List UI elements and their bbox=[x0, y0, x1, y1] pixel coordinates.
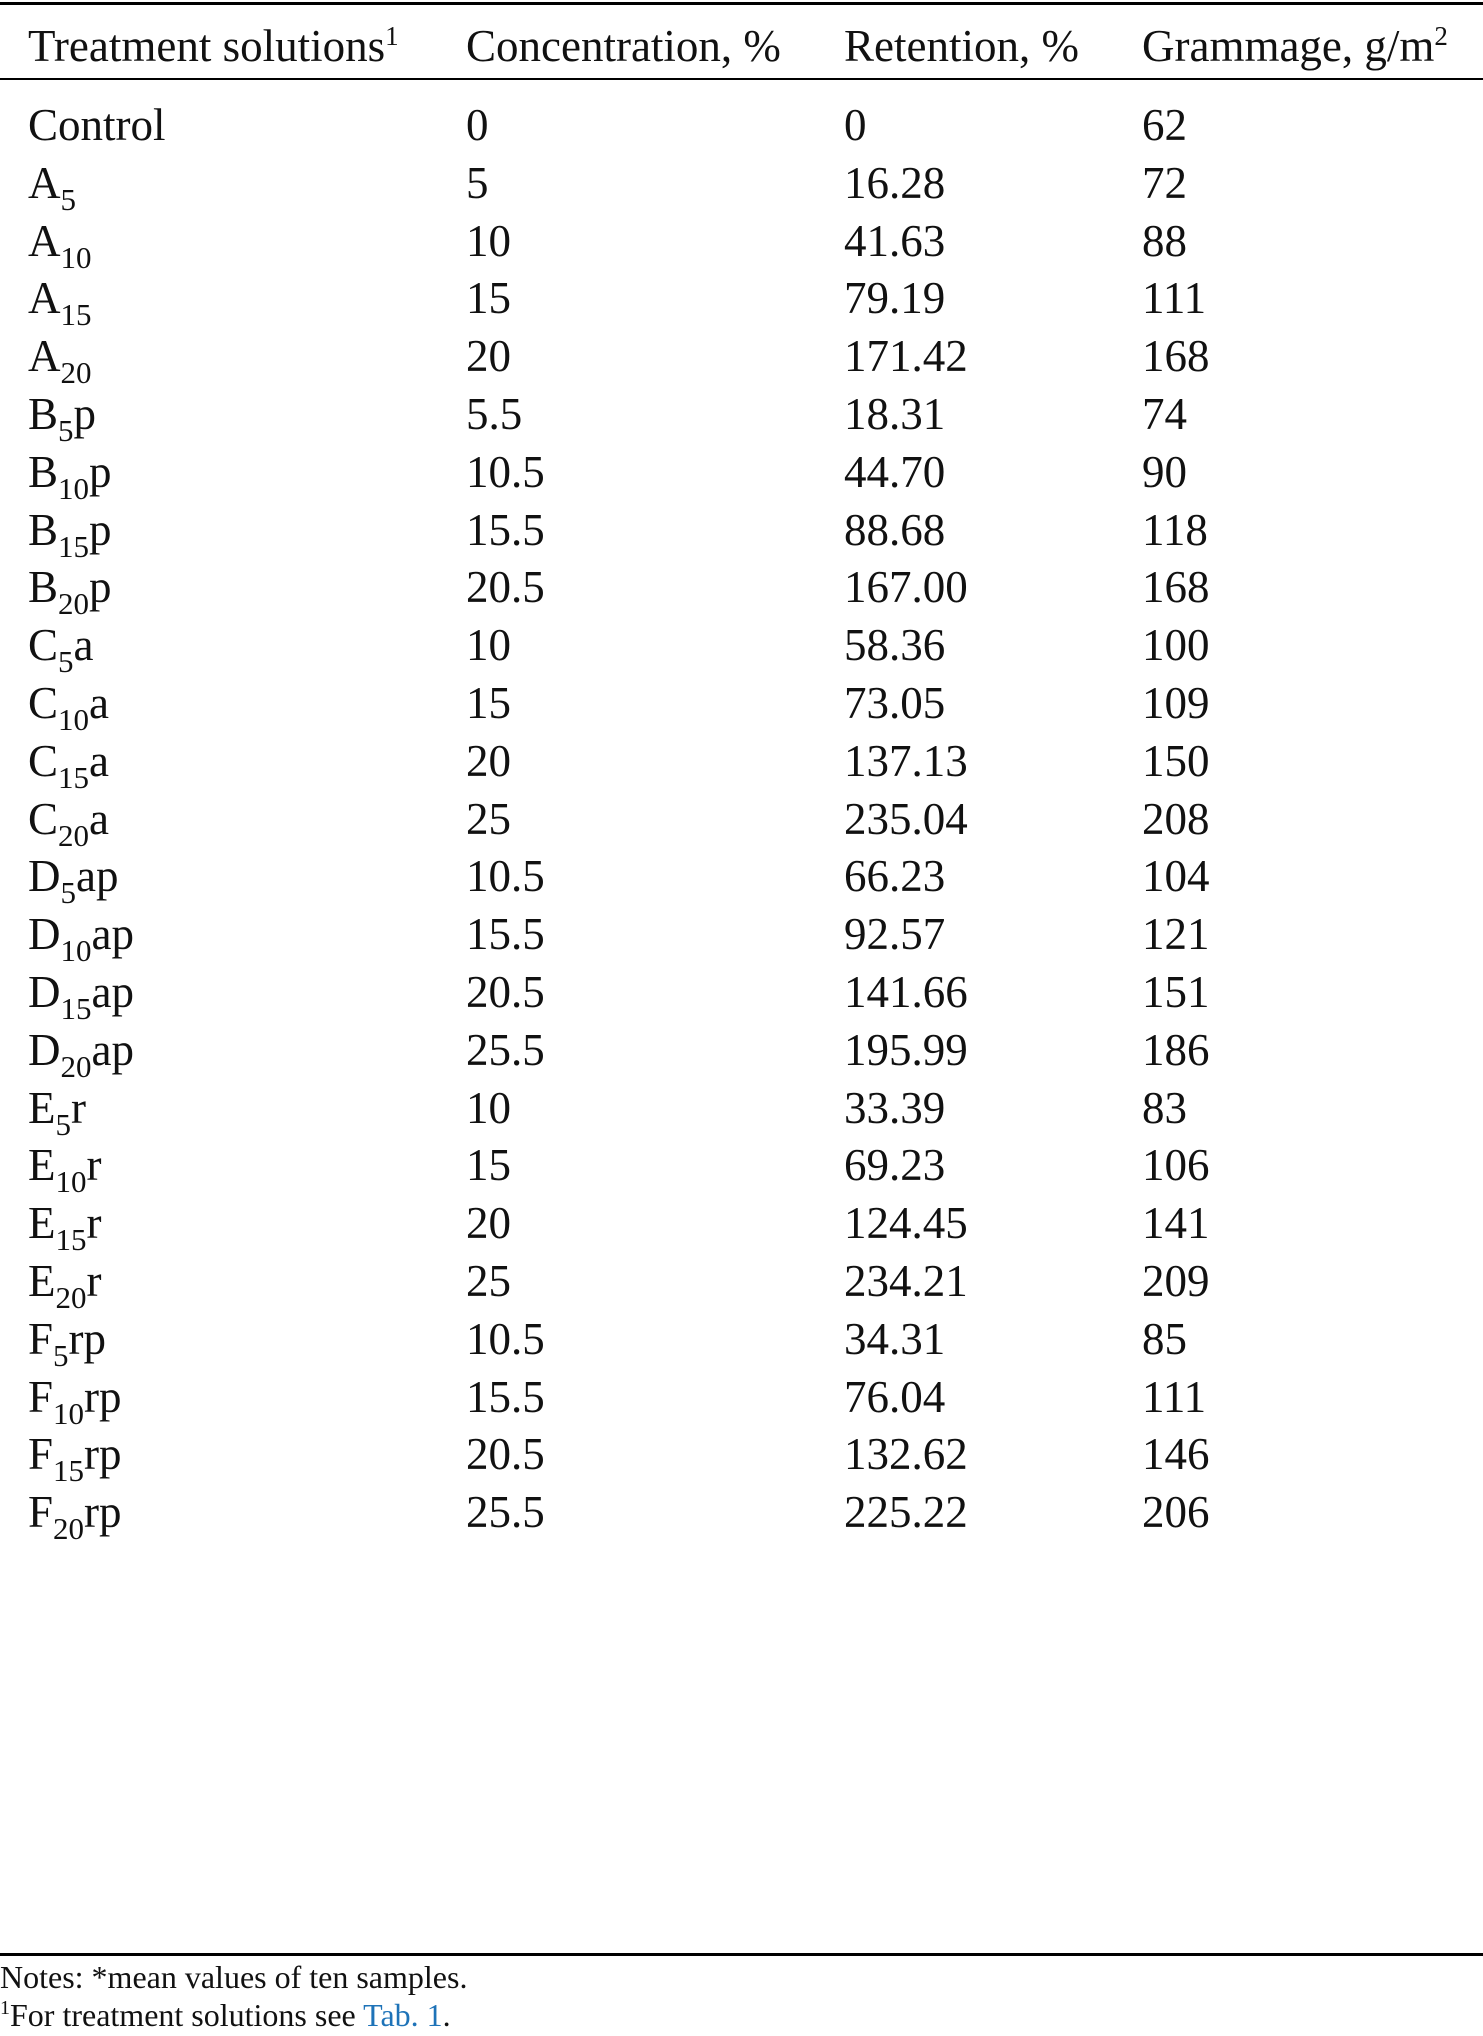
bottom-rule bbox=[0, 1953, 1483, 1956]
cell-grammage: 168 bbox=[1142, 562, 1210, 612]
cell-grammage: 106 bbox=[1142, 1140, 1210, 1190]
cell-grammage: 88 bbox=[1142, 216, 1187, 266]
cell-concentration: 10.5 bbox=[466, 1314, 545, 1364]
cell-treatment: $F_5rp$ bbox=[28, 1314, 107, 1373]
cell-grammage: 85 bbox=[1142, 1314, 1187, 1364]
cell-grammage: 74 bbox=[1142, 389, 1187, 439]
cell-grammage: 111 bbox=[1142, 273, 1207, 323]
cell-retention: 195.99 bbox=[844, 1025, 968, 1075]
header-rule bbox=[0, 78, 1483, 80]
cell-grammage: 168 bbox=[1142, 331, 1210, 381]
cell-grammage: 146 bbox=[1142, 1429, 1210, 1479]
note-treatment-reference: $^1$For treatment solutions see Tab. 1. bbox=[0, 1997, 451, 2033]
cell-retention: 44.70 bbox=[844, 447, 946, 497]
cell-retention: 76.04 bbox=[844, 1372, 946, 1422]
cell-retention: 58.36 bbox=[844, 620, 946, 670]
cell-retention: 167.00 bbox=[844, 562, 968, 612]
cell-concentration: 0 bbox=[466, 100, 489, 150]
cell-retention: 33.39 bbox=[844, 1083, 946, 1133]
cell-treatment: $D_{20}ap$ bbox=[28, 1025, 134, 1084]
cell-treatment: $E_{10}r$ bbox=[28, 1140, 102, 1199]
cell-grammage: 209 bbox=[1142, 1256, 1210, 1306]
cell-grammage: 100 bbox=[1142, 620, 1210, 670]
cell-grammage: 104 bbox=[1142, 851, 1210, 901]
cell-concentration: 25.5 bbox=[466, 1025, 545, 1075]
cell-treatment: $E_{20}r$ bbox=[28, 1256, 102, 1315]
cell-grammage: 151 bbox=[1142, 967, 1210, 1017]
cell-treatment: $F_{10}rp$ bbox=[28, 1372, 122, 1431]
cell-retention: 73.05 bbox=[844, 678, 946, 728]
cell-retention: 234.21 bbox=[844, 1256, 968, 1306]
cell-treatment: $A_{10}$ bbox=[28, 216, 92, 275]
cell-concentration: 20 bbox=[466, 736, 511, 786]
cell-concentration: 15.5 bbox=[466, 1372, 545, 1422]
cell-concentration: 10 bbox=[466, 216, 511, 266]
tab-1-link[interactable]: Tab. 1 bbox=[363, 1997, 443, 2033]
header-treatment-solutions: Treatment solutions$^1$ bbox=[28, 21, 399, 71]
cell-grammage: 141 bbox=[1142, 1198, 1210, 1248]
cell-treatment: $C_{20}a$ bbox=[28, 794, 109, 853]
header-grammage: Grammage, $g/m^2$ bbox=[1142, 21, 1448, 71]
cell-retention: 16.28 bbox=[844, 158, 946, 208]
cell-treatment: $E_5r$ bbox=[28, 1083, 86, 1142]
cell-grammage: 186 bbox=[1142, 1025, 1210, 1075]
cell-concentration: 15.5 bbox=[466, 505, 545, 555]
cell-concentration: 20 bbox=[466, 331, 511, 381]
cell-treatment: $C_{15}a$ bbox=[28, 736, 109, 795]
cell-retention: 124.45 bbox=[844, 1198, 968, 1248]
cell-retention: 66.23 bbox=[844, 851, 946, 901]
note-mean-values: Notes: *mean values of ten samples. bbox=[0, 1959, 468, 1995]
cell-concentration: 15 bbox=[466, 678, 511, 728]
cell-concentration: 20.5 bbox=[466, 562, 545, 612]
header-retention: Retention, % bbox=[844, 21, 1079, 71]
cell-grammage: 109 bbox=[1142, 678, 1210, 728]
cell-treatment: $D_{15}ap$ bbox=[28, 967, 134, 1026]
cell-concentration: 20 bbox=[466, 1198, 511, 1248]
cell-treatment: $F_{15}rp$ bbox=[28, 1429, 122, 1488]
cell-retention: 41.63 bbox=[844, 216, 946, 266]
cell-treatment: $B_{15}p$ bbox=[28, 505, 112, 564]
cell-concentration: 25 bbox=[466, 1256, 511, 1306]
cell-concentration: 20.5 bbox=[466, 967, 545, 1017]
top-rule bbox=[0, 2, 1483, 5]
cell-concentration: 5.5 bbox=[466, 389, 523, 439]
table-notes bbox=[0, 1958, 1483, 2034]
cell-concentration: 10.5 bbox=[466, 851, 545, 901]
cell-concentration: 20.5 bbox=[466, 1429, 545, 1479]
cell-grammage: 111 bbox=[1142, 1372, 1207, 1422]
cell-retention: 34.31 bbox=[844, 1314, 946, 1364]
cell-grammage: 150 bbox=[1142, 736, 1210, 786]
cell-treatment: $F_{20}rp$ bbox=[28, 1487, 122, 1546]
cell-retention: 0 bbox=[844, 100, 867, 150]
cell-treatment: Control bbox=[28, 100, 166, 150]
cell-grammage: 83 bbox=[1142, 1083, 1187, 1133]
header-grammage-exponent: 2 bbox=[1434, 21, 1448, 51]
cell-retention: 79.19 bbox=[844, 273, 946, 323]
cell-treatment: $B_5p$ bbox=[28, 389, 97, 448]
cell-retention: 171.42 bbox=[844, 331, 968, 381]
cell-retention: 235.04 bbox=[844, 794, 968, 844]
cell-treatment: $C_{10}a$ bbox=[28, 678, 109, 737]
cell-grammage: 118 bbox=[1142, 505, 1208, 555]
cell-concentration: 15.5 bbox=[466, 909, 545, 959]
cell-treatment: $D_5ap$ bbox=[28, 851, 119, 910]
cell-concentration: 10 bbox=[466, 1083, 511, 1133]
cell-retention: 18.31 bbox=[844, 389, 946, 439]
cell-grammage: 90 bbox=[1142, 447, 1187, 497]
cell-grammage: 62 bbox=[1142, 100, 1187, 150]
cell-retention: 88.68 bbox=[844, 505, 946, 555]
cell-retention: 225.22 bbox=[844, 1487, 968, 1537]
header-concentration: Concentration, % bbox=[466, 21, 781, 71]
cell-grammage: 72 bbox=[1142, 158, 1187, 208]
cell-treatment: $D_{10}ap$ bbox=[28, 909, 134, 968]
cell-treatment: $E_{15}r$ bbox=[28, 1198, 102, 1257]
cell-concentration: 5 bbox=[466, 158, 489, 208]
cell-grammage: 206 bbox=[1142, 1487, 1210, 1537]
cell-treatment: $C_5a$ bbox=[28, 620, 94, 679]
cell-concentration: 10.5 bbox=[466, 447, 545, 497]
cell-retention: 132.62 bbox=[844, 1429, 968, 1479]
cell-concentration: 25.5 bbox=[466, 1487, 545, 1537]
cell-concentration: 15 bbox=[466, 1140, 511, 1190]
cell-retention: 141.66 bbox=[844, 967, 968, 1017]
cell-treatment: $A_{15}$ bbox=[28, 273, 92, 332]
cell-retention: 137.13 bbox=[844, 736, 968, 786]
cell-retention: 92.57 bbox=[844, 909, 946, 959]
note-footnote-marker: 1 bbox=[0, 1997, 10, 2019]
cell-concentration: 10 bbox=[466, 620, 511, 670]
cell-retention: 69.23 bbox=[844, 1140, 946, 1190]
cell-treatment: $A_5$ bbox=[28, 158, 76, 217]
cell-concentration: 25 bbox=[466, 794, 511, 844]
cell-treatment: $B_{10}p$ bbox=[28, 447, 112, 506]
cell-treatment: $B_{20}p$ bbox=[28, 562, 112, 621]
cell-grammage: 121 bbox=[1142, 909, 1210, 959]
header-footnote-marker: 1 bbox=[385, 21, 399, 51]
cell-concentration: 15 bbox=[466, 273, 511, 323]
cell-treatment: $A_{20}$ bbox=[28, 331, 92, 390]
cell-grammage: 208 bbox=[1142, 794, 1210, 844]
